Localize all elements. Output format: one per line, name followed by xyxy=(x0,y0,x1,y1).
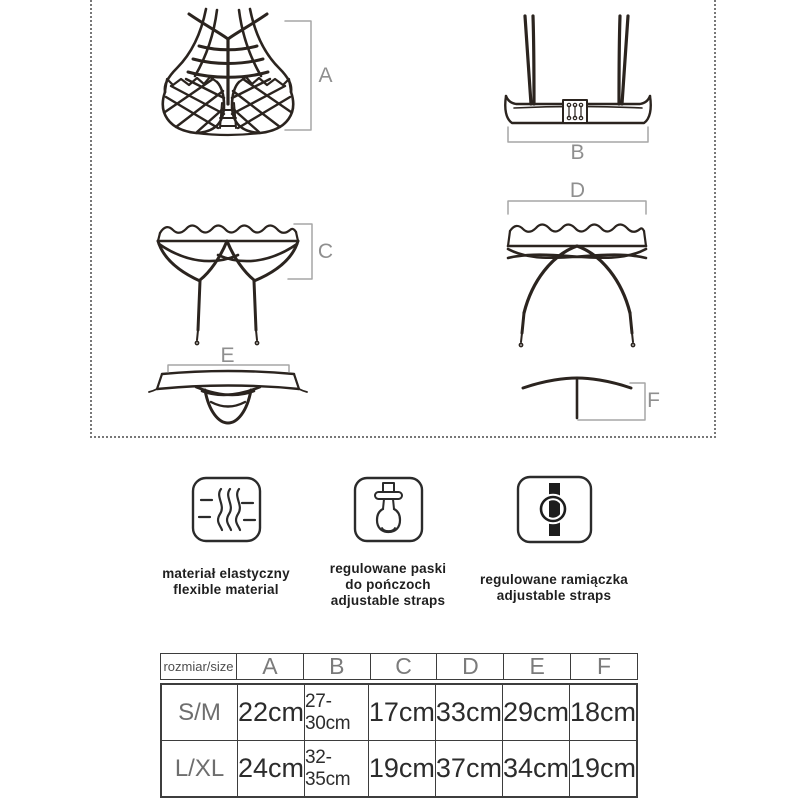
size-cell: 18cm xyxy=(569,697,636,727)
feature-label-line: do pończoch xyxy=(345,577,431,592)
size-cell: 17cm xyxy=(369,685,436,740)
feature-label-line: adjustable straps xyxy=(496,588,612,603)
size-row-label: S/M xyxy=(162,685,238,740)
size-table-column-c: C xyxy=(371,654,438,679)
measure-label-b: B xyxy=(570,141,586,164)
feature-label-line: regulowane ramiączka xyxy=(479,572,629,587)
size-row-label: L/XL xyxy=(162,741,238,796)
size-cell: 22cm xyxy=(238,685,305,740)
table-row-sm xyxy=(162,685,636,741)
size-cell: 27-30cm xyxy=(305,685,369,740)
adjustable-strap-icon xyxy=(516,475,593,544)
size-table-column-b: B xyxy=(304,654,371,679)
size-cell: 33cm xyxy=(436,685,503,740)
feature-label-line: regulowane paski xyxy=(329,561,447,576)
garter-belt-front-drawing xyxy=(158,224,312,345)
size-cell: 24cm xyxy=(238,741,305,796)
elastic-material-icon xyxy=(191,476,262,543)
measure-label-e: E xyxy=(220,344,236,367)
size-table-column-e: E xyxy=(504,654,571,679)
measure-label-c: C xyxy=(317,240,335,263)
feature-elastic-material-label xyxy=(128,566,324,598)
garter-belt-back-drawing xyxy=(508,201,646,347)
panties-front-drawing xyxy=(149,365,307,423)
thong-back-drawing xyxy=(523,378,645,420)
feature-label-line: adjustable straps xyxy=(330,593,446,608)
bra-back-drawing xyxy=(505,16,651,142)
size-table-corner-label: rozmiar/size xyxy=(161,654,237,679)
size-table-body xyxy=(160,683,638,798)
measure-label-f: F xyxy=(647,389,661,412)
size-cell: 32-35cm xyxy=(305,741,369,796)
size-cell: 19cm xyxy=(569,753,636,783)
feature-label-line: materiał elastyczny xyxy=(162,566,290,581)
feature-adjustable-straps-label xyxy=(448,572,660,604)
bra-front-drawing xyxy=(163,9,311,135)
size-table xyxy=(160,653,638,798)
size-table-column-f: F xyxy=(597,653,612,679)
measure-label-d: D xyxy=(569,179,587,202)
garter-clip-icon xyxy=(353,476,424,543)
feature-label-line: flexible material xyxy=(173,582,279,597)
size-table-column-a: A xyxy=(237,654,304,679)
measure-label-a: A xyxy=(318,64,334,87)
size-table-column-d: D xyxy=(437,654,504,679)
size-table-header-row xyxy=(160,653,638,680)
table-row-lxl xyxy=(162,741,636,796)
size-cell: 29cm xyxy=(503,685,570,740)
size-cell: 19cm xyxy=(369,741,436,796)
size-cell: 37cm xyxy=(436,741,503,796)
size-cell: 34cm xyxy=(503,741,570,796)
